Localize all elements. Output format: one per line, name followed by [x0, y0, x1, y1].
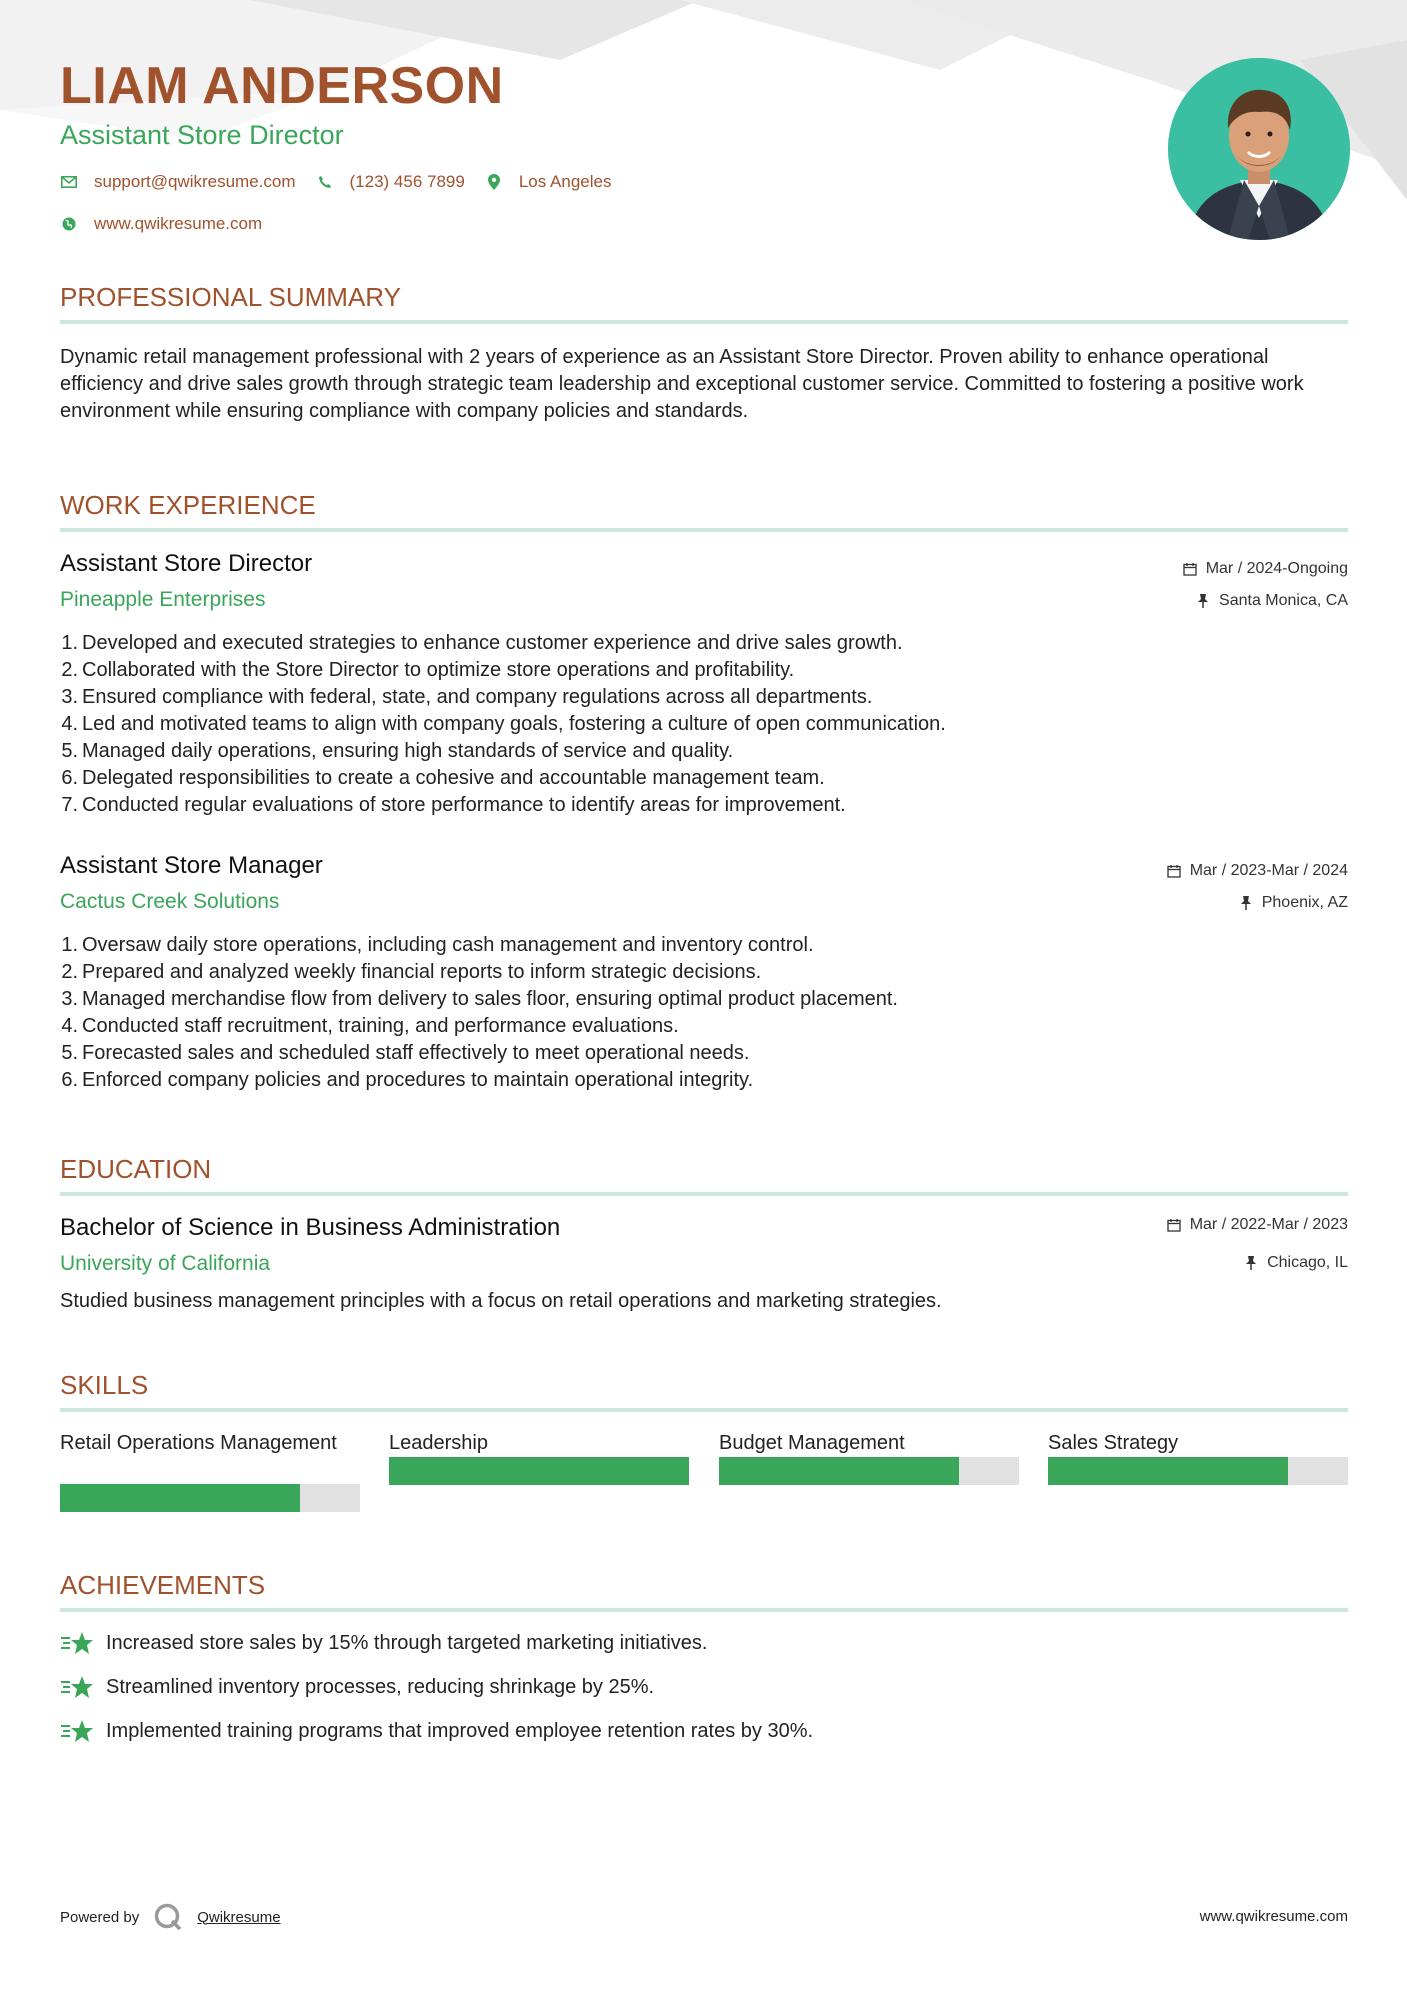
skill-bar — [1048, 1457, 1348, 1485]
list-item: Ensured compliance with federal, state, and company regulations across all departments. — [82, 686, 873, 708]
job-location-text: Santa Monica, CA — [1219, 592, 1348, 609]
job-dates-text: Mar / 2023-Mar / 2024 — [1189, 862, 1348, 879]
achievement-item — [60, 1630, 707, 1656]
contact-row — [60, 172, 631, 192]
map-pin-icon — [485, 173, 503, 191]
shooting-star-icon — [60, 1630, 94, 1656]
education-location-text: Chicago, IL — [1267, 1254, 1348, 1271]
job-duties-list — [60, 630, 946, 819]
candidate-name: LIAM ANDERSON — [60, 57, 504, 115]
website-link[interactable]: www.qwikresume.com — [94, 214, 263, 233]
job-duties-list — [60, 932, 898, 1094]
job-dates — [1166, 862, 1348, 880]
job-dates — [1182, 560, 1348, 578]
skill-bar-fill — [389, 1457, 689, 1485]
skill-item — [389, 1430, 689, 1485]
list-item: Enforced company policies and procedures to maintain operational integrity. — [82, 1069, 754, 1091]
education-description: Studied business management principles with a focus on retail operations and marketing strategies. — [60, 1290, 942, 1312]
location-text: Los Angeles — [518, 172, 612, 191]
list-item: Prepared and analyzed weekly financial reports to inform strategic decisions. — [82, 961, 762, 983]
section-divider — [60, 320, 1348, 324]
shooting-star-icon — [60, 1674, 94, 1700]
skill-bar — [389, 1457, 689, 1485]
list-item: Managed daily operations, ensuring high standards of service and quality. — [82, 740, 734, 762]
skill-name: Leadership — [389, 1432, 488, 1454]
degree-title: Bachelor of Science in Business Administration — [60, 1214, 561, 1241]
footer-website-link[interactable]: www.qwikresume.com — [1199, 1908, 1348, 1925]
company-name: Pineapple Enterprises — [60, 588, 266, 611]
education-heading: EDUCATION — [60, 1154, 212, 1184]
candidate-title: Assistant Store Director — [60, 120, 344, 150]
job-location — [1238, 894, 1348, 912]
footer-powered-by — [60, 1902, 281, 1932]
job-title: Assistant Store Director — [60, 550, 313, 577]
education-location — [1243, 1254, 1348, 1272]
job-dates-text: Mar / 2024-Ongoing — [1205, 560, 1348, 577]
list-item: Conducted regular evaluations of store performance to identify areas for improvement. — [82, 794, 846, 816]
skill-name: Retail Operations Management — [60, 1432, 337, 1454]
job-title: Assistant Store Manager — [60, 852, 323, 879]
skill-bar — [60, 1484, 360, 1512]
education-dates — [1166, 1216, 1348, 1234]
powered-by-label: Powered by — [60, 1908, 140, 1926]
profile-photo — [1168, 58, 1350, 240]
website-row — [60, 214, 282, 234]
skill-bar-fill — [719, 1457, 959, 1485]
skill-name: Sales Strategy — [1048, 1432, 1179, 1454]
calendar-icon — [1182, 561, 1198, 577]
section-divider — [60, 528, 1348, 532]
globe-icon — [60, 215, 78, 233]
achievement-text: Increased store sales by 15% through targeted marketing initiatives. — [106, 1631, 708, 1654]
qwikresume-link[interactable]: Qwikresume — [197, 1908, 281, 1926]
company-name: Cactus Creek Solutions — [60, 890, 280, 913]
list-item: Collaborated with the Store Director to optimize store operations and profitability. — [82, 659, 795, 681]
phone-icon — [316, 173, 334, 191]
education-dates-text: Mar / 2022-Mar / 2023 — [1189, 1216, 1348, 1233]
skill-item — [60, 1430, 360, 1512]
list-item: Oversaw daily store operations, including cash management and inventory control. — [82, 934, 814, 956]
summary-text: Dynamic retail management professional with 2 years of experience as an Assistant Store Director. Proven ability to enhance operational efficiency and drive sales growth through strategic team leadership and exceptional customer service. Committed to fostering a positive work environment while ensuring compliance with company policies and standards. — [60, 346, 1304, 422]
list-item: Developed and executed strategies to enhance customer experience and drive sales growth. — [82, 632, 903, 654]
achievement-item — [60, 1674, 654, 1700]
skills-heading: SKILLS — [60, 1370, 149, 1400]
job-location — [1195, 592, 1348, 610]
qwikresume-logo-icon — [153, 1902, 183, 1932]
section-divider — [60, 1192, 1348, 1196]
achievement-text: Implemented training programs that improved employee retention rates by 30%. — [106, 1719, 814, 1742]
school-name: University of California — [60, 1252, 271, 1275]
list-item: Conducted staff recruitment, training, and performance evaluations. — [82, 1015, 679, 1037]
skill-name: Budget Management — [719, 1432, 905, 1454]
achievement-text: Streamlined inventory processes, reducing shrinkage by 25%. — [106, 1675, 655, 1698]
phone-number[interactable]: (123) 456 7899 — [349, 172, 465, 191]
pushpin-icon — [1238, 895, 1254, 911]
calendar-icon — [1166, 863, 1182, 879]
calendar-icon — [1166, 1217, 1182, 1233]
list-item: Delegated responsibilities to create a cohesive and accountable management team. — [82, 767, 825, 789]
section-divider — [60, 1408, 1348, 1412]
list-item: Led and motivated teams to align with company goals, fostering a culture of open communication. — [82, 713, 946, 735]
skill-bar — [719, 1457, 1019, 1485]
list-item: Forecasted sales and scheduled staff effectively to meet operational needs. — [82, 1042, 750, 1064]
pushpin-icon — [1243, 1255, 1259, 1271]
skill-item — [719, 1430, 1019, 1485]
experience-heading: WORK EXPERIENCE — [60, 490, 316, 520]
pushpin-icon — [1195, 593, 1211, 609]
job-location-text: Phoenix, AZ — [1261, 894, 1348, 911]
skill-bar-fill — [60, 1484, 300, 1512]
list-item: Managed merchandise flow from delivery to sales floor, ensuring optimal product placement. — [82, 988, 898, 1010]
achievement-item — [60, 1718, 813, 1744]
email-link[interactable]: support@qwikresume.com — [94, 172, 296, 191]
achievements-heading: ACHIEVEMENTS — [60, 1570, 266, 1600]
section-divider — [60, 1608, 1348, 1612]
skill-bar-fill — [1048, 1457, 1288, 1485]
shooting-star-icon — [60, 1718, 94, 1744]
skill-item — [1048, 1430, 1348, 1485]
envelope-icon — [60, 173, 78, 191]
summary-heading: PROFESSIONAL SUMMARY — [60, 282, 401, 312]
